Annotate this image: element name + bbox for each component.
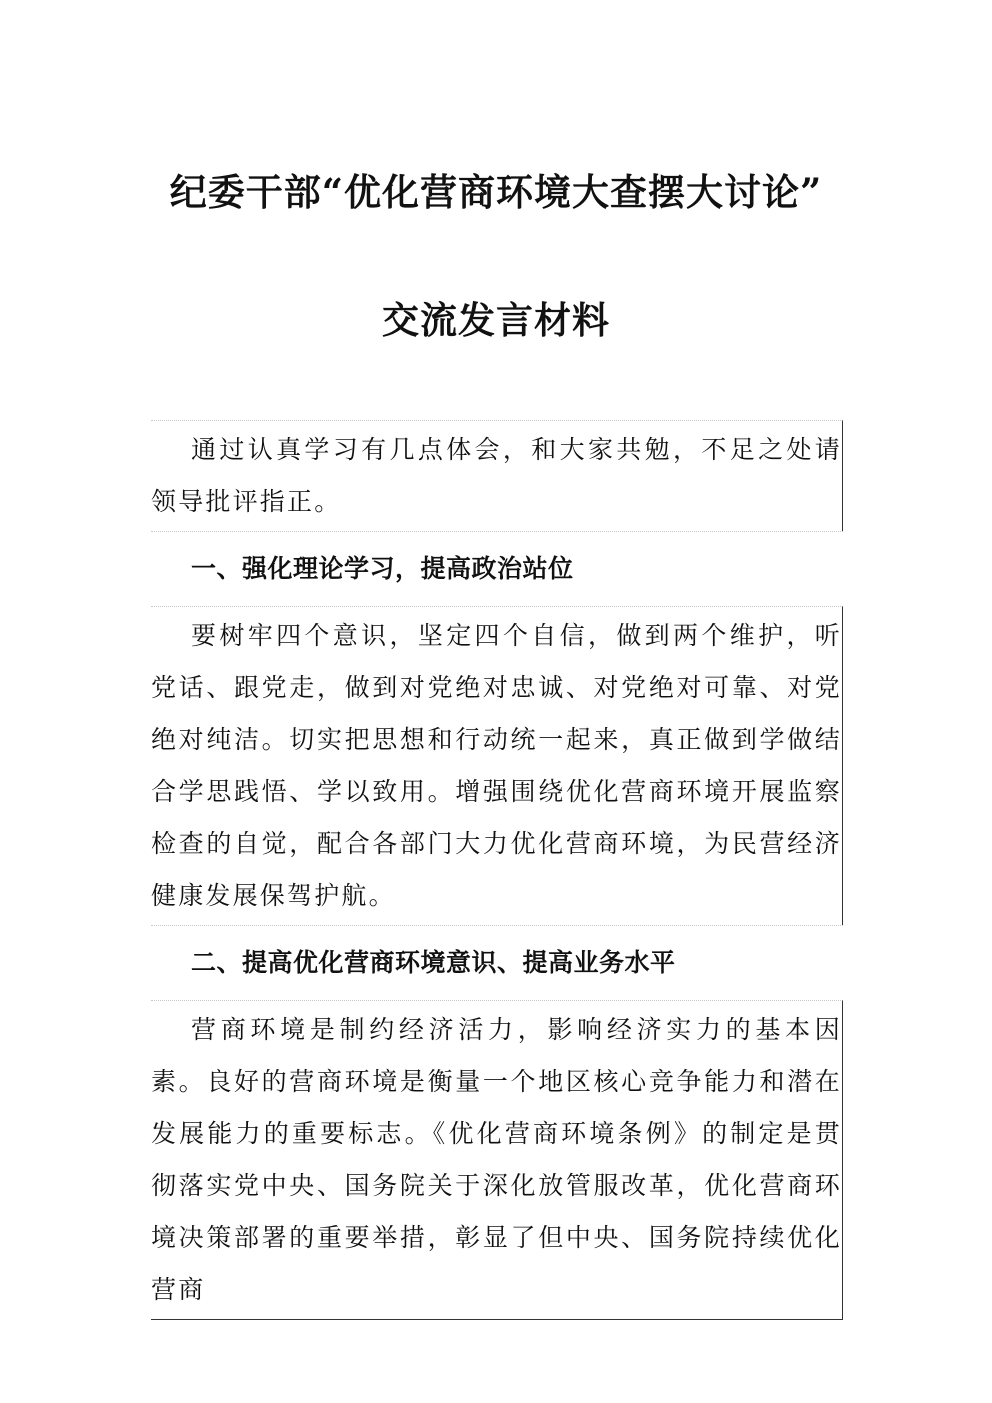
section-1-heading-block xyxy=(151,531,843,606)
document-body xyxy=(151,420,843,1320)
document-title-line-1: 纪委干部“优化营商环境大查摆大讨论” xyxy=(169,170,823,214)
section-1-heading: 一、强化理论学习，提高政治站位 xyxy=(191,554,574,583)
section-2-heading: 二、提高优化营商环境意识、提高业务水平 xyxy=(191,948,676,977)
section-2-body-block xyxy=(151,1000,843,1320)
intro-paragraph: 通过认真学习有几点体会，和大家共勉，不足之处请领导批评指正。 xyxy=(151,435,842,516)
section-1-body-block xyxy=(151,606,843,925)
section-2-paragraph: 营商环境是制约经济活力，影响经济实力的基本因素。良好的营商环境是衡量一个地区核心竞争能力和潜在发展能力的重要标志。《优化营商环境条例》的制定是贯彻落实党中央、国务院关于深化放管服改革，优化营商环境决策部署的重要举措，彰显了但中央、国务院持续优化营商 xyxy=(151,1015,842,1304)
section-2-heading-block xyxy=(151,925,843,1000)
document-title-line-2: 交流发言材料 xyxy=(382,298,610,342)
intro-block xyxy=(151,420,843,531)
section-1-paragraph: 要树牢四个意识，坚定四个自信，做到两个维护，听党话、跟党走，做到对党绝对忠诚、对党绝对可靠、对党绝对纯洁。切实把思想和行动统一起来，真正做到学做结合学思践悟、学以致用。增强围绕优化营商环境开展监察检查的自觉，配合各部门大力优化营商环境，为民营经济健康发展保驾护航。 xyxy=(151,621,842,910)
